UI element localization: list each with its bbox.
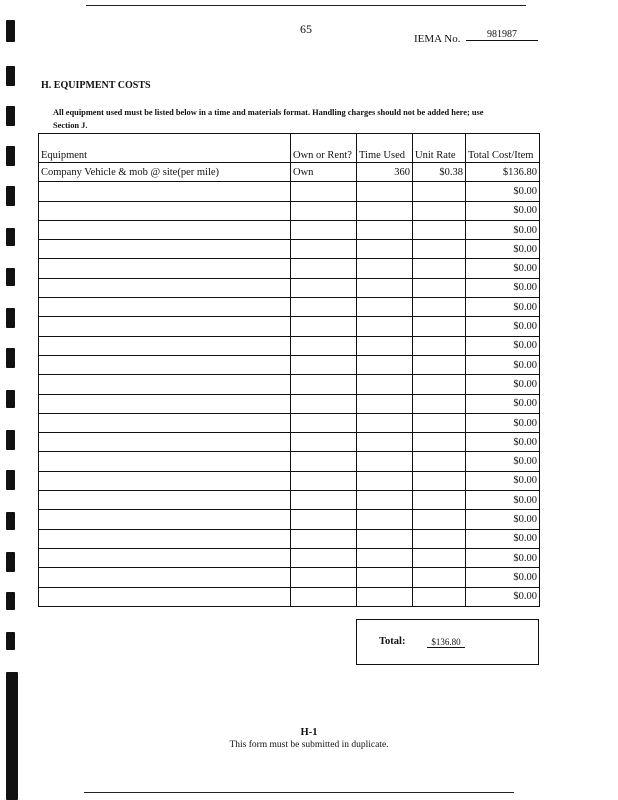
cell-total-cost: $0.00 (466, 510, 540, 529)
cell-time-used (357, 298, 413, 317)
cell-unit-rate (413, 298, 466, 317)
cell-unit-rate (413, 568, 466, 587)
cell-total-cost: $0.00 (466, 587, 540, 606)
cell-own-or-rent (291, 413, 357, 432)
cell-equipment (39, 240, 291, 259)
table-row (39, 355, 540, 374)
punch-mark (6, 552, 15, 572)
cell-own-or-rent (291, 510, 357, 529)
punch-mark (6, 228, 15, 246)
iema-number: 981987 (466, 29, 538, 41)
cell-total-cost: $0.00 (466, 317, 540, 336)
cell-time-used (357, 452, 413, 471)
header-own-or-rent: Own or Rent? (291, 134, 357, 163)
cell-total-cost: $0.00 (466, 471, 540, 490)
cell-total-cost: $0.00 (466, 355, 540, 374)
cell-own-or-rent (291, 471, 357, 490)
cell-time-used (357, 240, 413, 259)
punch-mark (6, 66, 15, 86)
cell-equipment (39, 510, 291, 529)
table-row (39, 471, 540, 490)
cell-total-cost: $0.00 (466, 529, 540, 548)
cell-equipment (39, 317, 291, 336)
cell-equipment (39, 471, 291, 490)
cell-total-cost: $0.00 (466, 336, 540, 355)
cell-own-or-rent (291, 259, 357, 278)
punch-mark (6, 470, 15, 490)
cell-unit-rate (413, 433, 466, 452)
cell-time-used (357, 278, 413, 297)
punch-mark (6, 146, 15, 166)
cell-unit-rate (413, 220, 466, 239)
cell-equipment (39, 375, 291, 394)
table-row (39, 259, 540, 278)
cell-time-used (357, 336, 413, 355)
header-total-cost: Total Cost/Item (466, 134, 540, 163)
cell-own-or-rent (291, 587, 357, 606)
cell-own-or-rent (291, 529, 357, 548)
cell-time-used (357, 491, 413, 510)
cell-own-or-rent (291, 298, 357, 317)
cell-time-used (357, 510, 413, 529)
header-time-used: Time Used (357, 134, 413, 163)
table-row (39, 413, 540, 432)
punch-mark (6, 268, 15, 286)
cell-total-cost: $0.00 (466, 433, 540, 452)
top-rule (86, 5, 526, 6)
cell-time-used (357, 433, 413, 452)
cell-equipment (39, 433, 291, 452)
cell-own-or-rent (291, 394, 357, 413)
cell-unit-rate (413, 278, 466, 297)
table-row (39, 452, 540, 471)
table-row (39, 336, 540, 355)
cell-total-cost: $0.00 (466, 259, 540, 278)
punch-mark (6, 186, 15, 206)
bottom-rule (84, 792, 514, 793)
iema-label: IEMA No. (414, 33, 461, 45)
cell-own-or-rent (291, 491, 357, 510)
table-row (39, 240, 540, 259)
cell-own-or-rent (291, 568, 357, 587)
total-value: $136.80 (427, 637, 465, 648)
punch-mark (6, 592, 15, 610)
cell-equipment (39, 182, 291, 201)
cell-unit-rate (413, 413, 466, 432)
table-body (39, 163, 540, 607)
punch-mark (6, 348, 15, 368)
punch-mark (6, 390, 15, 408)
header-equipment: Equipment (39, 134, 291, 163)
cell-total-cost: $0.00 (466, 182, 540, 201)
cell-equipment (39, 568, 291, 587)
instructions: All equipment used must be listed below in a time and materials format. Handling charges should not be added here; use Section J. (53, 108, 484, 130)
cell-own-or-rent (291, 317, 357, 336)
cell-own-or-rent (291, 220, 357, 239)
cell-unit-rate (413, 452, 466, 471)
cell-total-cost: $0.00 (466, 548, 540, 567)
cell-time-used (357, 201, 413, 220)
cell-total-cost: $0.00 (466, 220, 540, 239)
punch-mark (6, 430, 15, 450)
cell-total-cost: $0.00 (466, 201, 540, 220)
table-row (39, 548, 540, 567)
table-row (39, 394, 540, 413)
cell-own-or-rent (291, 433, 357, 452)
cell-equipment: Company Vehicle & mob @ site(per mile) (39, 163, 291, 182)
punch-mark (6, 106, 15, 126)
cell-time-used (357, 355, 413, 374)
cell-total-cost: $0.00 (466, 568, 540, 587)
table-header-row (39, 134, 540, 163)
cell-unit-rate (413, 355, 466, 374)
cell-time-used: 360 (357, 163, 413, 182)
cell-equipment (39, 413, 291, 432)
total-box (356, 619, 539, 665)
cell-unit-rate: $0.38 (413, 163, 466, 182)
cell-equipment (39, 587, 291, 606)
table-row (39, 163, 540, 182)
cell-total-cost: $0.00 (466, 298, 540, 317)
cell-total-cost: $0.00 (466, 413, 540, 432)
cell-unit-rate (413, 529, 466, 548)
cell-own-or-rent (291, 182, 357, 201)
cell-unit-rate (413, 182, 466, 201)
table-row (39, 491, 540, 510)
table-row (39, 298, 540, 317)
cell-total-cost: $0.00 (466, 375, 540, 394)
cell-unit-rate (413, 587, 466, 606)
footer-note: This form must be submitted in duplicate. (229, 740, 389, 750)
cell-equipment (39, 529, 291, 548)
cell-time-used (357, 413, 413, 432)
table-row (39, 529, 540, 548)
cell-equipment (39, 491, 291, 510)
cell-total-cost: $0.00 (466, 278, 540, 297)
cell-unit-rate (413, 375, 466, 394)
equipment-table (38, 133, 540, 607)
cell-unit-rate (413, 336, 466, 355)
cell-own-or-rent: Own (291, 163, 357, 182)
table-row (39, 510, 540, 529)
table-row (39, 201, 540, 220)
table-row (39, 587, 540, 606)
cell-own-or-rent (291, 548, 357, 567)
cell-total-cost: $0.00 (466, 452, 540, 471)
punch-mark (6, 308, 15, 328)
table-row (39, 278, 540, 297)
cell-total-cost: $0.00 (466, 394, 540, 413)
cell-own-or-rent (291, 452, 357, 471)
cell-equipment (39, 201, 291, 220)
cell-own-or-rent (291, 355, 357, 374)
table-row (39, 220, 540, 239)
cell-time-used (357, 394, 413, 413)
header-unit-rate: Unit Rate (413, 134, 466, 163)
cell-unit-rate (413, 394, 466, 413)
cell-time-used (357, 259, 413, 278)
cell-time-used (357, 220, 413, 239)
cell-equipment (39, 452, 291, 471)
cell-time-used (357, 548, 413, 567)
cell-total-cost: $0.00 (466, 491, 540, 510)
cell-time-used (357, 182, 413, 201)
cell-unit-rate (413, 510, 466, 529)
punch-mark (6, 632, 15, 650)
cell-equipment (39, 278, 291, 297)
cell-time-used (357, 587, 413, 606)
cell-equipment (39, 336, 291, 355)
cell-unit-rate (413, 491, 466, 510)
table-row (39, 433, 540, 452)
cell-own-or-rent (291, 201, 357, 220)
cell-unit-rate (413, 201, 466, 220)
table-row (39, 375, 540, 394)
section-title: H. EQUIPMENT COSTS (41, 80, 151, 91)
cell-own-or-rent (291, 278, 357, 297)
cell-time-used (357, 317, 413, 336)
cell-total-cost: $136.80 (466, 163, 540, 182)
cell-time-used (357, 375, 413, 394)
cell-unit-rate (413, 471, 466, 490)
cell-time-used (357, 568, 413, 587)
cell-equipment (39, 259, 291, 278)
cell-unit-rate (413, 259, 466, 278)
cell-own-or-rent (291, 336, 357, 355)
cell-own-or-rent (291, 240, 357, 259)
cell-unit-rate (413, 548, 466, 567)
total-label: Total: (379, 636, 406, 647)
punch-mark (6, 512, 15, 530)
cell-unit-rate (413, 240, 466, 259)
page-number: 65 (300, 22, 312, 36)
cell-equipment (39, 220, 291, 239)
punch-mark (6, 20, 15, 42)
cell-equipment (39, 355, 291, 374)
cell-time-used (357, 529, 413, 548)
cell-unit-rate (413, 317, 466, 336)
table-row (39, 182, 540, 201)
cell-total-cost: $0.00 (466, 240, 540, 259)
form-code: H-1 (300, 727, 318, 738)
cell-time-used (357, 471, 413, 490)
cell-own-or-rent (291, 375, 357, 394)
table-row (39, 568, 540, 587)
cell-equipment (39, 394, 291, 413)
table-row (39, 317, 540, 336)
cell-equipment (39, 298, 291, 317)
cell-equipment (39, 548, 291, 567)
